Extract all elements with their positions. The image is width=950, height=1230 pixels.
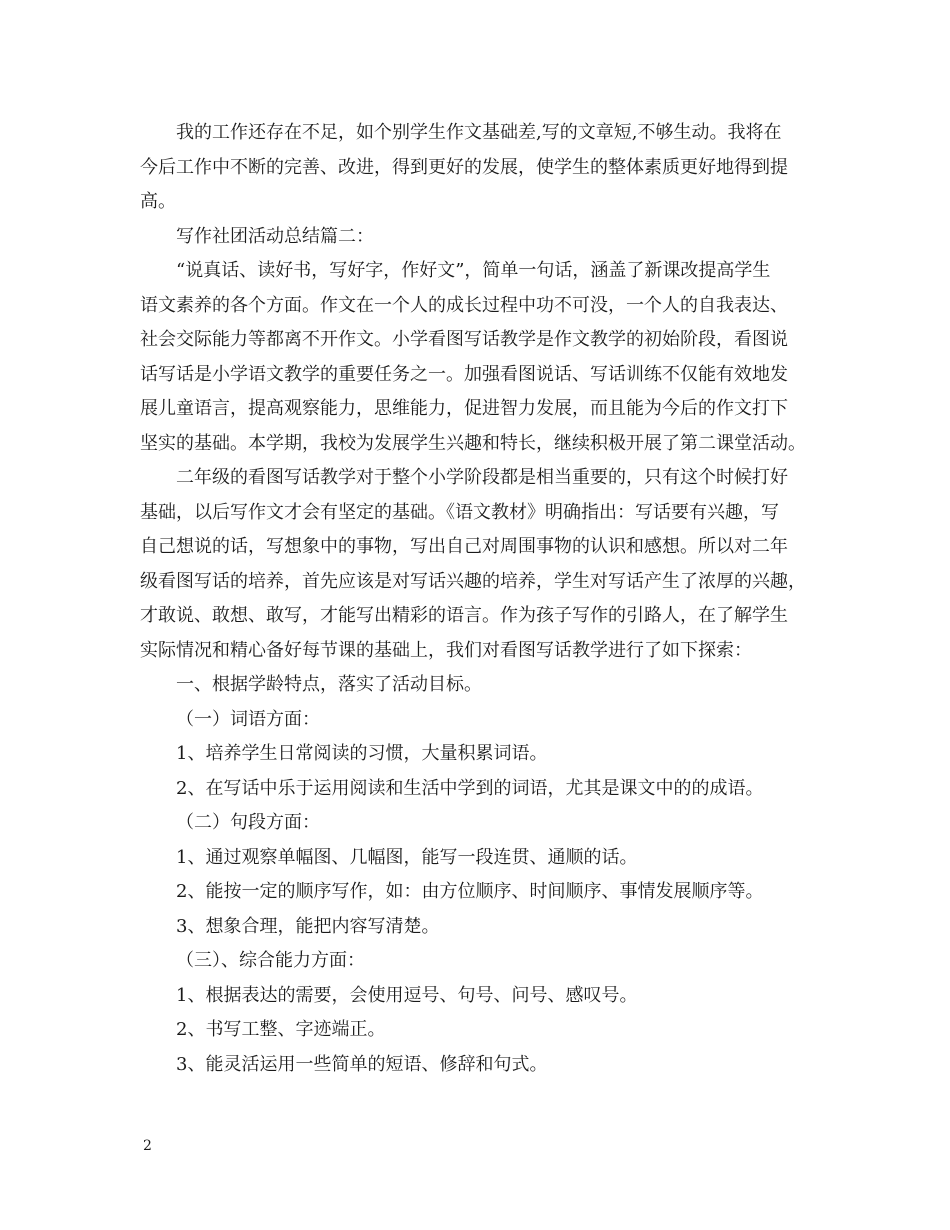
subsection-heading bbox=[140, 944, 820, 979]
text-line: “说真话、读好书，写好字，作好文”，简单一句话，涵盖了新课改提高学生 bbox=[176, 260, 771, 281]
subsection-heading bbox=[140, 806, 820, 841]
text-line: 2、能按一定的顺序写作，如：由方位顺序、时间顺序、事情发展顺序等。 bbox=[176, 881, 764, 902]
text-line: 1、通过观察单幅图、几幅图，能写一段连贯、通顺的话。 bbox=[176, 846, 638, 868]
text-line: 社会交际能力等都离不开作文。小学看图写话教学是作文教学的初始阶段，看图说 bbox=[140, 329, 788, 350]
list-item bbox=[140, 1048, 820, 1083]
subsection-heading bbox=[140, 703, 820, 738]
text-line: （一）词语方面： bbox=[176, 708, 320, 730]
text-line: 2、书写工整、字迹端正。 bbox=[176, 1019, 386, 1040]
list-item bbox=[140, 875, 820, 910]
text-line: 高。 bbox=[140, 191, 176, 212]
text-line: 一、根据学龄特点，落实了活动目标。 bbox=[176, 674, 482, 695]
section-heading bbox=[140, 220, 820, 255]
list-item bbox=[140, 737, 820, 772]
text-line: 级看图写话的培养，首先应该是对写话兴趣的培养，学生对写话产生了浓厚的兴趣， bbox=[140, 570, 806, 592]
list-item bbox=[140, 772, 820, 807]
text-line: 才敢说、敢想、敢写，才能写出精彩的语言。作为孩子写作的引路人，在了解学生 bbox=[140, 605, 788, 626]
text-line: 自己想说的话，写想象中的事物，写出自己对周围事物的认识和感想。所以对二年 bbox=[140, 536, 788, 557]
section-heading bbox=[140, 668, 820, 703]
text-line: 3、想象合理，能把内容写清楚。 bbox=[176, 915, 440, 937]
document-body bbox=[140, 116, 820, 1082]
text-line: 坚实的基础。本学期，我校为发展学生兴趣和特长，继续积极开展了第二课堂活动。 bbox=[140, 432, 806, 454]
list-item bbox=[140, 1013, 820, 1048]
text-line: 语文素养的各个方面。作文在一个人的成长过程中功不可没，一个人的自我表达、 bbox=[140, 294, 788, 316]
list-item bbox=[140, 910, 820, 945]
text-line: 展儿童语言，提高观察能力，思维能力，促进智力发展，而且能为今后的作文打下 bbox=[140, 398, 788, 419]
text-line: 实际情况和精心备好每节课的基础上，我们对看图写话教学进行了如下探索： bbox=[140, 639, 752, 661]
text-line: （二）句段方面： bbox=[176, 812, 320, 833]
text-line: 基础，以后写作文才会有坚定的基础。《语文教材》明确指出：写话要有兴趣，写 bbox=[140, 501, 779, 523]
text-line: （三）、综合能力方面： bbox=[176, 950, 365, 971]
page-number: 2 bbox=[143, 1138, 152, 1154]
paragraph bbox=[140, 254, 820, 461]
text-line: 二年级的看图写话教学对于整个小学阶段都是相当重要的，只有这个时候打好 bbox=[176, 467, 788, 488]
list-item bbox=[140, 841, 820, 876]
paragraph bbox=[140, 116, 820, 220]
text-line: 1、培养学生日常阅读的习惯，大量积累词语。 bbox=[176, 743, 548, 764]
text-line: 2、在写话中乐于运用阅读和生活中学到的词语，尤其是课文中的的成语。 bbox=[176, 777, 764, 799]
text-line: 话写话是小学语文教学的重要任务之一。加强看图说话、写话训练不仅能有效地发 bbox=[140, 363, 788, 385]
text-line: 我的工作还存在不足，如个别学生作文基础差,写的文章短,不够生动。我将在 bbox=[176, 122, 782, 143]
list-item bbox=[140, 979, 820, 1014]
text-line: 今后工作中不断的完善、改进，得到更好的发展，使学生的整体素质更好地得到提 bbox=[140, 156, 788, 178]
paragraph bbox=[140, 461, 820, 668]
text-line: 1、根据表达的需要，会使用逗号、句号、问号、感叹号。 bbox=[176, 984, 638, 1006]
text-line: 3、能灵活运用一些简单的短语、修辞和句式。 bbox=[176, 1053, 548, 1075]
text-line: 写作社团活动总结篇二： bbox=[176, 225, 374, 247]
